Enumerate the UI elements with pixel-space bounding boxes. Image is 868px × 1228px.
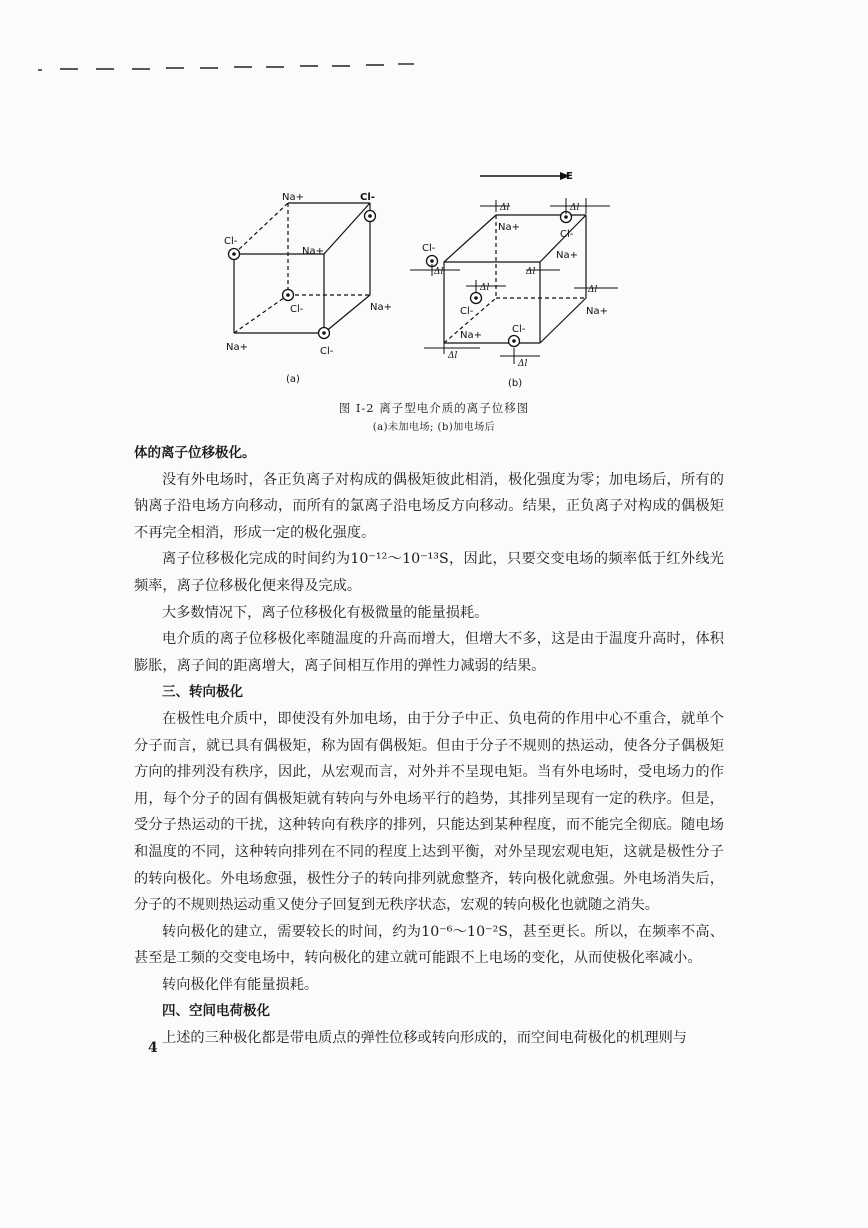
delta-label: Δl [570, 203, 580, 213]
label-cl: Cl- [560, 229, 574, 240]
delta-label: Δl [448, 351, 458, 361]
paragraph: 大多数情况下，离子位移极化有极微量的能量损耗。 [162, 604, 489, 621]
label-cl: Cl- [224, 236, 238, 247]
label-cl: Cl- [360, 192, 375, 203]
delta-label: Δl [500, 203, 510, 213]
ion-displacement-figure [210, 160, 630, 392]
label-na: Na+ [282, 192, 304, 203]
paragraph: 转向极化伴有能量损耗。 [162, 976, 319, 993]
paragraph: 上述的三种极化都是带电质点的弹性位移或转向形成的，而空间电荷极化的机理则与 [162, 1030, 687, 1047]
label-na: Na+ [556, 250, 578, 261]
label-cl: Cl- [512, 324, 526, 335]
figure-subcaption: (a)未加电场; (b)加电场后 [372, 422, 496, 433]
body-text [134, 440, 724, 1052]
paragraph: 在极性电介质中，即使没有外加电场，由于分子中正、负电荷的作用中心不重合，就单个分子而言，就已具有偶极矩，称为固有偶极矩。但由于分子不规则的热运动，使各分子偶极矩方向的排列没有秩序，因此，从宏观而言，对外并不呈现电矩。当有外电场时，受电场力的作用，每个分子的固有偶极矩就有转向与外电场平行的趋势，其排列呈现有一定的秩序。但是，受分子热运动的干扰，这种转向有秩序的排列，只能达到某种程度，而不能完全彻底。随电场和温度的不同，这种转向排列在不同的程度上达到平衡，对外呈现宏观电矩，这就是极性分子的转向极化。外电场愈强，极性分子的转向排列就愈整齐，转向极化就愈强。外电场消失后，分子的不规则热运动重又使分子回复到无秩序状态，宏观的转向极化也就随之消失。 [134, 710, 724, 914]
label-cl: Cl- [290, 304, 304, 315]
section-heading: 四、空间电荷极化 [162, 1003, 270, 1020]
paragraph: 离子位移极化完成的时间约为10⁻¹²～10⁻¹³S，因此，只要交变电场的频率低于红外线光频率，离子位移极化便来得及完成。 [134, 551, 724, 594]
field-label: E [566, 171, 573, 182]
delta-label: Δl [480, 283, 490, 293]
label-cl: Cl- [460, 306, 474, 317]
paragraph: 没有外电场时，各正负离子对构成的偶极矩彼此相消，极化强度为零；加电场后，所有的钠离子沿电场方向移动，而所有的氯离子沿电场反方向移动。结果，正负离子对构成的偶极矩不再完全相消，形成一定的极化强度。 [134, 471, 724, 541]
paragraph: 转向极化的建立，需要较长的时间，约为10⁻⁶～10⁻²S，甚至更长。所以，在频率不高、甚至是工频的交变电场中，转向极化的建立就可能跟不上电场的变化，从而使极化率减小。 [134, 923, 724, 967]
figure-caption: 图 I-2 离子型电介质的离子位移图 [338, 401, 530, 415]
paragraph: 体的离子位移极化。 [134, 445, 256, 461]
field-arrow [480, 172, 570, 180]
panel-a-label: (a) [286, 374, 300, 385]
label-na: Na+ [498, 222, 520, 233]
label-na: Na+ [460, 330, 482, 341]
delta-label: Δl [518, 359, 528, 369]
panel-a-cl-ions [229, 211, 376, 339]
delta-label: Δl [588, 285, 598, 295]
delta-label: Δl [526, 267, 536, 277]
delta-label: Δl [434, 267, 444, 277]
header-dash-rule [38, 62, 418, 72]
label-na: Na+ [226, 342, 248, 353]
label-cl: Cl- [320, 346, 334, 357]
section-heading: 三、转向极化 [162, 684, 243, 701]
panel-b-label: (b) [508, 378, 523, 389]
page-number: 4 [148, 1040, 158, 1056]
label-na: Na+ [370, 302, 392, 313]
label-na: Na+ [302, 246, 324, 257]
label-na: Na+ [586, 306, 608, 317]
label-cl: Cl- [422, 243, 436, 254]
paragraph: 电介质的离子位移极化率随温度的升高而增大，但增大不多，这是由于温度升高时，体积膨胀，离子间的距离增大，离子间相互作用的弹性力减弱的结果。 [134, 631, 724, 674]
